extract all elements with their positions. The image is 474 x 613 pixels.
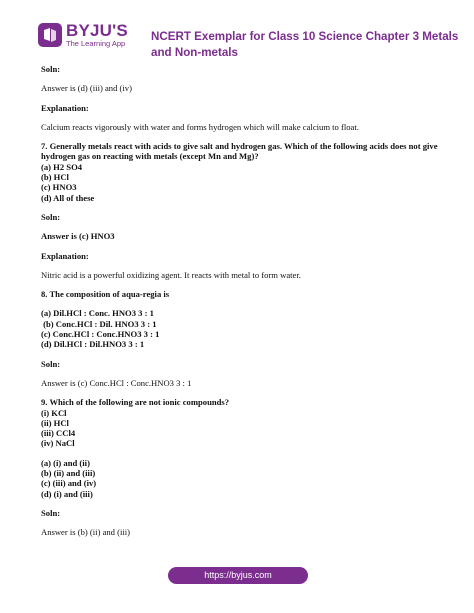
q7-explanation: Nitric acid is a powerful oxidizing agent. It reacts with metal to form water. [41, 269, 301, 280]
q9-item-iv: (iv) NaCl [41, 438, 75, 449]
q9-soln-label: Soln: [41, 507, 61, 518]
q9-item-ii: (ii) HCl [41, 417, 69, 428]
q9-option-b: (b) (ii) and (iii) [41, 468, 96, 479]
q8-option-b: (b) Conc.HCl : Dil. HNO3 3 : 1 [41, 318, 157, 329]
q7-option-d: (d) All of these [41, 192, 95, 203]
q9-option-c: (c) (iii) and (iv) [41, 478, 97, 489]
q6-soln-label: Soln: [41, 64, 61, 74]
logo-tagline: The Learning App [66, 39, 126, 48]
footer-url-button[interactable]: https://byjus.com [168, 567, 308, 584]
q8-option-c: (c) Conc.HCl : Conc.HNO3 3 : 1 [41, 329, 160, 340]
q7-option-c: (c) HNO3 [41, 182, 77, 193]
q7-question: 7. Generally metals react with acids to give salt and hydrogen gas. Which of the following acids does not give hydrogen gas on reacting with metals (except Mn and Mg)? [41, 141, 438, 162]
document-body [41, 64, 441, 538]
q8-question: 8. The composition of aqua-regia is [41, 289, 170, 300]
byjus-logo-icon [38, 23, 62, 47]
q7-explanation-label: Explanation: [41, 250, 89, 261]
q8-option-a: (a) Dil.HCl : Conc. HNO3 3 : 1 [41, 308, 154, 319]
q7-answer: Answer is (c) HNO3 [41, 231, 115, 242]
q9-item-i: (i) KCl [41, 407, 67, 418]
q9-answer: Answer is (b) (ii) and (iii) [41, 527, 131, 538]
q6-explanation-label: Explanation: [41, 102, 89, 113]
page-header [0, 0, 474, 62]
q9-question: 9. Which of the following are not ionic compounds? [41, 397, 230, 408]
q8-soln-label: Soln: [41, 358, 61, 369]
q9-option-d: (d) (i) and (iii) [41, 488, 93, 499]
byjus-logo[interactable] [38, 22, 128, 48]
page-title: NCERT Exemplar for Class 10 Science Chapter 3 Metals and Non-metals [151, 30, 459, 59]
q9-option-a: (a) (i) and (ii) [41, 457, 90, 468]
q7-soln-label: Soln: [41, 211, 61, 222]
q7-option-a: (a) H2 SO4 [41, 161, 83, 172]
q7-option-b: (b) HCl [41, 172, 69, 183]
q9-item-iii: (iii) CCl4 [41, 428, 76, 439]
q8-answer: Answer is (c) Conc.HCl : Conc.HNO3 3 : 1 [41, 377, 192, 388]
q8-option-d: (d) Dil.HCl : Dil.HNO3 3 : 1 [41, 339, 145, 350]
q6-explanation: Calcium reacts vigorously with water and forms hydrogen which will make calcium to float. [41, 121, 359, 132]
logo-name: BYJU'S [66, 21, 128, 40]
q6-answer: Answer is (d) (iii) and (iv) [41, 83, 132, 94]
